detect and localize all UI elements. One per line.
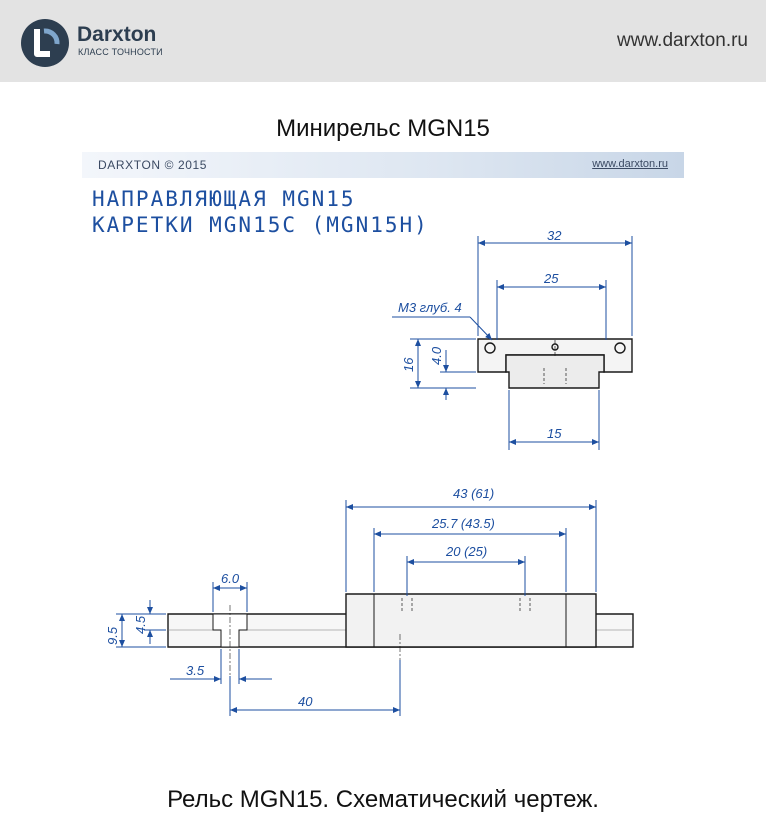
dim-width-32: 32 bbox=[547, 228, 562, 243]
sheet-url-link[interactable]: www.darxton.ru bbox=[592, 158, 668, 170]
dim-offset-3-5: 3.5 bbox=[186, 663, 205, 678]
logo-name: Darxton bbox=[77, 23, 157, 46]
sheet-brand: DARXTON © 2015 bbox=[98, 158, 208, 172]
site-url-link[interactable]: www.darxton.ru bbox=[617, 30, 748, 51]
dim-rail-width-15: 15 bbox=[547, 426, 562, 441]
dim-hole-6-0: 6.0 bbox=[221, 571, 240, 586]
dim-length-43: 43 (61) bbox=[453, 486, 495, 501]
dim-length-20: 20 (25) bbox=[446, 544, 488, 559]
sheet-title-line1: НАПРАВЛЯЮЩАЯ MGN15 bbox=[92, 187, 356, 211]
dim-height-4-0: 4.0 bbox=[429, 346, 444, 365]
drawing-caption: Рельс MGN15. Схематический чертеж. bbox=[167, 786, 599, 813]
sheet-title-line2: КАРЕТКИ MGN15C (MGN15H) bbox=[92, 213, 429, 237]
dim-pitch-40: 40 bbox=[298, 694, 313, 709]
dim-height-16: 16 bbox=[401, 357, 416, 372]
dim-width-25: 25 bbox=[544, 271, 559, 286]
page-title: Минирельс MGN15 bbox=[276, 115, 490, 142]
dim-height-9-5: 9.5 bbox=[105, 626, 120, 645]
logo-tagline: КЛАСС ТОЧНОСТИ bbox=[78, 47, 163, 57]
dim-length-25-7: 25.7 (43.5) bbox=[432, 516, 495, 531]
dim-thread-note: M3 глуб. 4 bbox=[398, 300, 462, 315]
cross-section-view bbox=[478, 339, 632, 388]
dim-height-4-5: 4.5 bbox=[133, 615, 148, 634]
